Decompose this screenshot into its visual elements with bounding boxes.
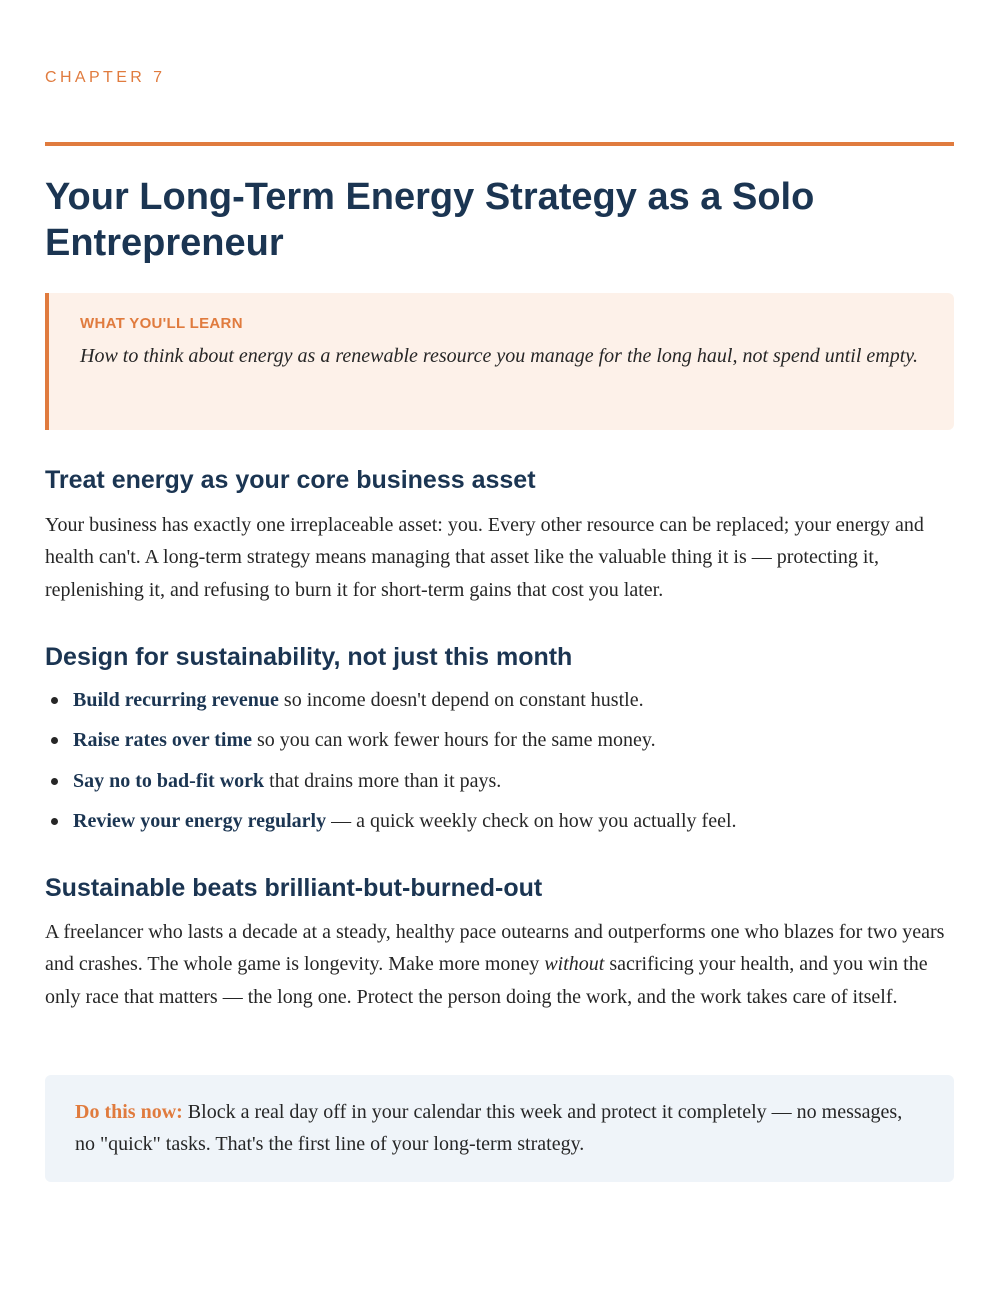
bullet-icon <box>51 697 58 704</box>
body-text-emphasis: without <box>544 953 605 976</box>
list-item-strong: Review your energy regularly <box>73 809 327 832</box>
section-heading-sustainability: Design for sustainability, not just this month <box>45 643 573 671</box>
body-text-after: sacrificing your health, and you win the only race that matters — the long one. Protect the person doing the work, and the work takes care of itself. <box>45 953 928 1008</box>
list-item-strong: Build recurring revenue <box>73 689 279 711</box>
bullet-icon <box>51 778 58 785</box>
list-item <box>45 766 954 796</box>
list-item-text: — a quick weekly check on how you actually feel. <box>326 809 737 832</box>
chapter-title: Your Long-Term Energy Strategy as a Solo Entrepreneur <box>45 176 815 264</box>
bullet-icon <box>51 737 58 744</box>
list-item-strong: Raise rates over time <box>73 729 253 752</box>
callout-text: How to think about energy as a renewable resource you manage for the long haul, not spend until empty. <box>80 345 919 367</box>
list-item-text: so you can work fewer hours for the same money. <box>252 729 656 752</box>
header-divider <box>45 142 954 146</box>
learning-objective-callout <box>45 293 954 430</box>
list-item <box>45 806 954 836</box>
bullet-icon <box>51 818 58 825</box>
sustainability-list <box>45 685 954 846</box>
action-label: Do this now: <box>75 1101 183 1123</box>
list-item-text: so income doesn't depend on constant hustle. <box>278 689 644 711</box>
list-item <box>45 725 954 755</box>
section-heading-energy-asset: Treat energy as your core business asset <box>45 466 536 494</box>
list-item-text: that drains more than it pays. <box>264 769 502 792</box>
callout-label: WHAT YOU'LL LEARN <box>80 315 243 332</box>
body-text-before: A freelancer who lasts a decade at a steady, healthy pace outearns and outperforms one who blazes for two years and crashes. The whole game is longevity. Make more money <box>45 921 945 976</box>
action-text <box>75 1096 924 1160</box>
chapter-label: CHAPTER 7 <box>45 69 166 86</box>
list-item <box>45 685 954 715</box>
section-body-energy-asset: Your business has exactly one irreplaceable asset: you. Every other resource can be replaced; your energy and health can't. A long-term strategy means managing that asset like the valuable thing it is — protecting it, replenishing it, and refusing to burn it for short-term gains that cost you later. <box>45 514 924 601</box>
section-body-sustainable <box>45 916 954 1013</box>
action-body: Block a real day off in your calendar this week and protect it completely — no messages, no "quick" tasks. That's the first line of your long-term strategy. <box>75 1101 903 1155</box>
action-callout <box>45 1075 954 1182</box>
list-item-strong: Say no to bad-fit work <box>73 769 265 792</box>
section-heading-sustainable: Sustainable beats brilliant-but-burned-out <box>45 874 543 902</box>
